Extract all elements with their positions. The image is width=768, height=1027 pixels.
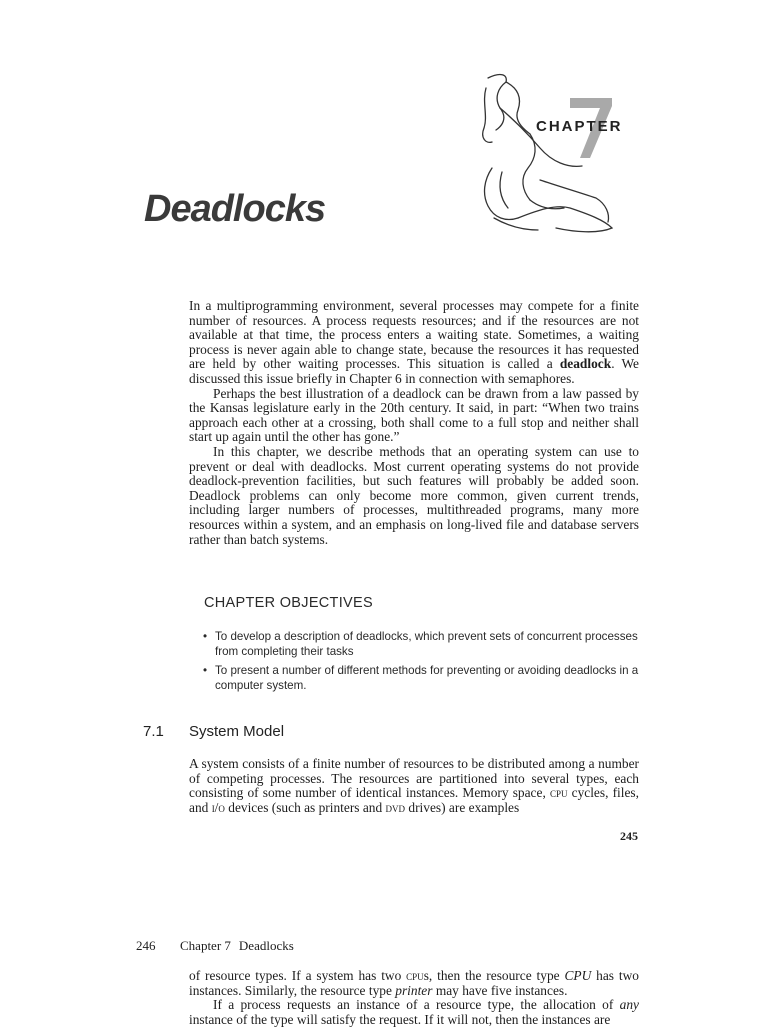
page-number: 245	[620, 829, 638, 843]
objective-item: • To develop a description of deadlocks, which prevent sets of concurrent processes from completing their tasks	[203, 629, 639, 659]
page2-paragraph-1: of resource types. If a system has two cpus, then the resource type CPU has two instances. Similarly, the resource type printer may have five instances.	[189, 968, 639, 998]
running-title: Deadlocks	[238, 938, 294, 953]
objectives-list	[203, 629, 639, 697]
intro-text	[189, 299, 639, 547]
running-chapter: Chapter 7	[180, 938, 231, 953]
section-title: System Model	[189, 723, 285, 740]
chapter-label: CHAPTER	[536, 118, 623, 135]
page2-paragraph-2: If a process requests an instance of a resource type, the allocation of any instance of the type will satisfy the request. If it will not, then the instances are	[189, 997, 639, 1027]
objectives-heading: CHAPTER OBJECTIVES	[204, 595, 373, 611]
section-number: 7.1	[143, 723, 164, 740]
intro-paragraph-3: In this chapter, we describe methods that an operating system can use to prevent or deal with deadlocks. Most current operating systems do not provide deadlock-prevention facilities, but such features will probably be added soon. Deadlock problems can only become more common, given current trends, including larger numbers of processes, multithreaded programs, many more resources within a system, and an emphasis on long-lived file and database servers rather than batch systems.	[189, 443, 639, 547]
deadlock-term: deadlock	[559, 356, 612, 372]
chapter-illustration	[478, 68, 628, 238]
intro-paragraph-1: In a multiprogramming environment, several processes may compete for a finite number of resources. A process requests resources; and if the resources are not available at that time, the process enters a waiting state. Sometimes, a waiting process is never again able to change state, because the resources it has requested are held by other waiting processes. This situation is called a deadlock. We discussed this issue briefly in Chapter 6 in connection with semaphores.	[189, 298, 640, 386]
page2-text	[189, 969, 639, 1027]
running-head	[136, 938, 294, 954]
objective-item: • To present a number of different methods for preventing or avoiding deadlocks in a computer system.	[203, 663, 639, 693]
intro-paragraph-2: Perhaps the best illustration of a deadlock can be drawn from a law passed by the Kansas legislature early in the 20th century. It said, in part: “When two trains approach each other at a crossing, both shall come to a full stop and neither shall start up again until the other has gone.”	[189, 385, 639, 445]
chapter-title: Deadlocks	[144, 188, 326, 230]
page-number: 246	[136, 938, 156, 953]
section-paragraph: A system consists of a finite number of resources to be distributed among a number of competing processes. The resources are partitioned into several types, each consisting of some number of identical instances. Memory space, cpu cycles, files, and i/o devices (such as printers and dvd drives) are examples	[189, 756, 639, 815]
section-text	[189, 757, 639, 815]
